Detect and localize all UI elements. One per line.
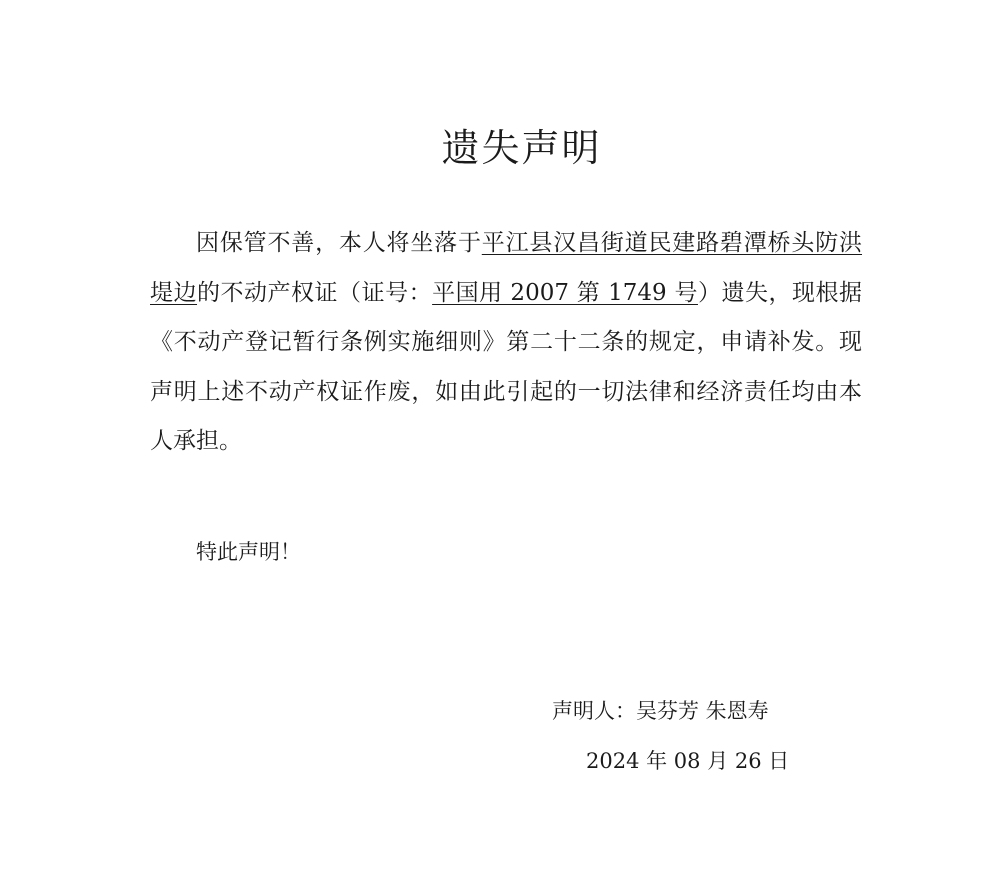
- signer-names: 吴芬芳 朱恩寿: [636, 699, 769, 723]
- certificate-number: 平国用 2007 第 1749 号: [432, 279, 698, 306]
- statement-intro: 因保管不善，本人将坐落于: [196, 230, 482, 256]
- signer-line: [552, 695, 769, 725]
- statement-body: ）遗失，现根据《不动产登记暂行条例实施细则》第二十二条的规定，申请补发。现声明上述不动产权证作废，如由此引起的一切法律和经济责任均由本人承担。: [150, 279, 863, 454]
- property-address: 平江县汉昌街道民建路碧潭桥头防洪堤边: [150, 230, 863, 306]
- page-title: 遗失声明: [441, 126, 602, 171]
- statement-paragraph: [150, 219, 862, 467]
- statement-date: 2024 年 08 月 26 日: [586, 749, 790, 773]
- closing-line: 特此声明！: [196, 540, 301, 564]
- signer-label: 声明人：: [552, 699, 636, 723]
- statement-cert-label: 的不动产权证（证号：: [197, 279, 433, 306]
